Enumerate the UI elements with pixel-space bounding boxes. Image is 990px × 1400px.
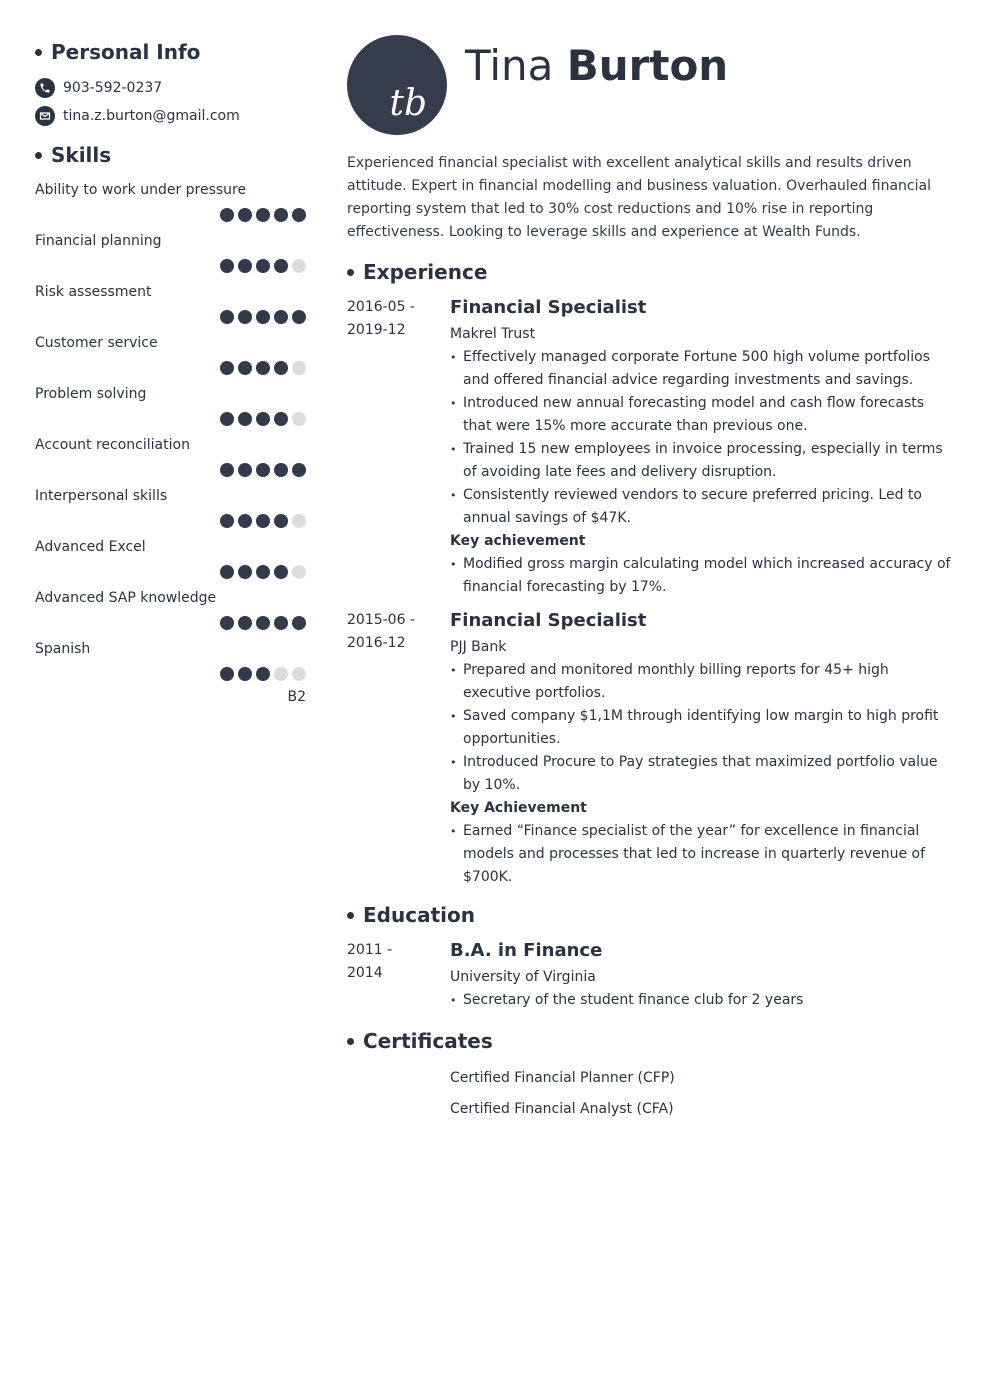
list-item: • Earned “Finance specialist of the year” for excellence in financial models and processes that led to increase in quarterly revenue of $700K. [450,820,952,889]
education-entry [347,939,952,1012]
date-end: 2014 [347,965,383,981]
list-item: • Modified gross margin calculating model which increased accuracy of financial forecasting by 17%. [450,553,952,599]
rating-dot-empty [292,259,306,273]
certificate-item: Certified Financial Planner (CFP) [450,1070,675,1086]
rating-dot-filled [238,667,252,681]
rating-dot-empty [292,412,306,426]
skill-name: Advanced SAP knowledge [35,590,217,606]
skill-name: Interpersonal skills [35,488,168,504]
rating-dot-filled [238,361,252,375]
rating-dot-filled [274,565,288,579]
rating-dot-empty [292,361,306,375]
achievements-list [450,553,952,599]
rating-dot-filled [220,310,234,324]
education-body [450,939,952,1012]
rating-dot-filled [220,412,234,426]
right-column [347,152,952,1125]
rating-dot-filled [274,208,288,222]
rating-dot-filled [220,565,234,579]
rating-dot-filled [256,565,270,579]
phone-row [35,74,306,102]
mail-icon [35,106,55,126]
date-end: 2016-12 [347,635,406,651]
skill-item [35,335,306,375]
skill-item [35,437,306,477]
list-item: • Effectively managed corporate Fortune 500 high volume portfolios and offered financial advice regarding investments and savings. [450,346,952,392]
phone-icon [35,78,55,98]
avatar-initials: tb [389,83,427,124]
date-start: 2011 - [347,942,393,958]
list-item: • Consistently reviewed vendors to secure preferred pricing. Led to annual savings of $47K. [450,484,952,530]
full-name [465,38,728,94]
experience-body [450,296,952,599]
education-list [347,939,952,1012]
email-row [35,102,306,130]
last-name: Burton [566,41,729,90]
rating-dot-filled [256,310,270,324]
skill-rating [35,412,306,426]
rating-dot-filled [220,259,234,273]
skill-rating [35,667,306,681]
skill-rating [35,310,306,324]
responsibilities-list [450,659,952,797]
skill-item [35,488,306,528]
rating-dot-filled [292,616,306,630]
rating-dot-filled [274,616,288,630]
skill-item [35,641,306,705]
company-name: PJJ Bank [450,639,507,655]
job-title: Financial Specialist [450,610,647,631]
degree-title: B.A. in Finance [450,940,603,961]
experience-body [450,609,952,889]
rating-dot-filled [292,463,306,477]
skill-rating [35,463,306,477]
rating-dot-filled [274,310,288,324]
avatar [347,35,447,135]
rating-dot-filled [256,616,270,630]
responsibilities-list [450,346,952,530]
skill-name: Risk assessment [35,284,152,300]
rating-dot-filled [238,412,252,426]
skill-item [35,539,306,579]
summary-text: Experienced financial specialist with excellent analytical skills and results driven attitude. Expert in financial modelling and business valuation. Overhauled financial reporting system that led to 30% cost reductions and 10% rise in reporting effectiveness. Looking to leverage skills and experience at Wealth Funds. [347,155,931,240]
skill-item [35,284,306,324]
rating-dot-filled [256,514,270,528]
phone-number[interactable]: 903-592-0237 [63,80,163,96]
key-achievement-label: Key achievement [450,533,586,549]
rating-dot-filled [292,310,306,324]
list-item: • Introduced new annual forecasting model and cash flow forecasts that were 15% more accurate than previous one. [450,392,952,438]
rating-dot-filled [220,463,234,477]
rating-dot-filled [292,208,306,222]
achievements-list [450,820,952,889]
certificate-item: Certified Financial Analyst (CFA) [450,1101,674,1117]
skill-item [35,386,306,426]
experience-heading: Experience [347,256,952,288]
date-range [347,296,442,342]
key-achievement-label: Key Achievement [450,800,587,816]
rating-dot-empty [292,514,306,528]
date-end: 2019-12 [347,322,406,338]
rating-dot-filled [220,208,234,222]
email-address[interactable]: tina.z.burton@gmail.com [63,108,240,124]
rating-dot-filled [238,616,252,630]
certificates-list [450,1063,952,1125]
date-range [347,609,442,655]
skill-rating [35,361,306,375]
experience-list [347,296,952,889]
date-start: 2016-05 - [347,299,415,315]
rating-dot-filled [256,412,270,426]
skill-name: Ability to work under pressure [35,182,247,198]
rating-dot-filled [274,412,288,426]
date-range [347,939,442,985]
rating-dot-filled [274,361,288,375]
rating-dot-empty [292,565,306,579]
skill-item [35,182,306,222]
rating-dot-filled [274,463,288,477]
rating-dot-filled [238,208,252,222]
experience-entry [347,296,952,599]
left-column [35,36,306,705]
rating-dot-filled [220,667,234,681]
skill-name: Advanced Excel [35,539,146,555]
first-name: Tina [465,41,554,90]
date-start: 2015-06 - [347,612,415,628]
rating-dot-filled [256,463,270,477]
rating-dot-filled [274,259,288,273]
education-heading: Education [347,899,952,931]
skill-name: Problem solving [35,386,147,402]
rating-dot-filled [256,361,270,375]
skill-rating [35,514,306,528]
rating-dot-filled [220,361,234,375]
company-name: Makrel Trust [450,326,536,342]
rating-dot-filled [256,208,270,222]
skills-heading: Skills [35,139,306,171]
rating-dot-filled [238,565,252,579]
rating-dot-filled [238,514,252,528]
list-item: • Introduced Procure to Pay strategies that maximized portfolio value by 10%. [450,751,952,797]
rating-dot-filled [220,514,234,528]
list-item: • Prepared and monitored monthly billing reports for 45+ high executive portfolios. [450,659,952,705]
skill-rating [35,565,306,579]
rating-dot-filled [220,616,234,630]
skills-list [35,182,306,705]
list-item: • Trained 15 new employees in invoice processing, especially in terms of avoiding late fees and delivery disruption. [450,438,952,484]
certificates-heading: Certificates [347,1025,952,1057]
skill-rating [35,208,306,222]
school-name: University of Virginia [450,969,596,985]
rating-dot-filled [238,310,252,324]
rating-dot-filled [238,463,252,477]
list-item: • Secretary of the student finance club for 2 years [450,989,952,1012]
skill-name: Customer service [35,335,158,351]
education-details [450,989,952,1012]
skill-name: Spanish [35,641,91,657]
rating-dot-empty [292,667,306,681]
skill-item [35,590,306,630]
skill-item [35,233,306,273]
skill-name: Account reconciliation [35,437,190,453]
rating-dot-filled [256,667,270,681]
rating-dot-filled [256,259,270,273]
skill-rating [35,259,306,273]
skill-name: Financial planning [35,233,162,249]
personal-info-heading: Personal Info [35,36,306,68]
rating-dot-empty [274,667,288,681]
list-item: • Saved company $1,1M through identifying low margin to high profit opportunities. [450,705,952,751]
rating-dot-filled [238,259,252,273]
skill-level-label: B2 [287,689,306,705]
experience-entry [347,609,952,889]
rating-dot-filled [274,514,288,528]
skill-rating [35,616,306,630]
job-title: Financial Specialist [450,297,647,318]
